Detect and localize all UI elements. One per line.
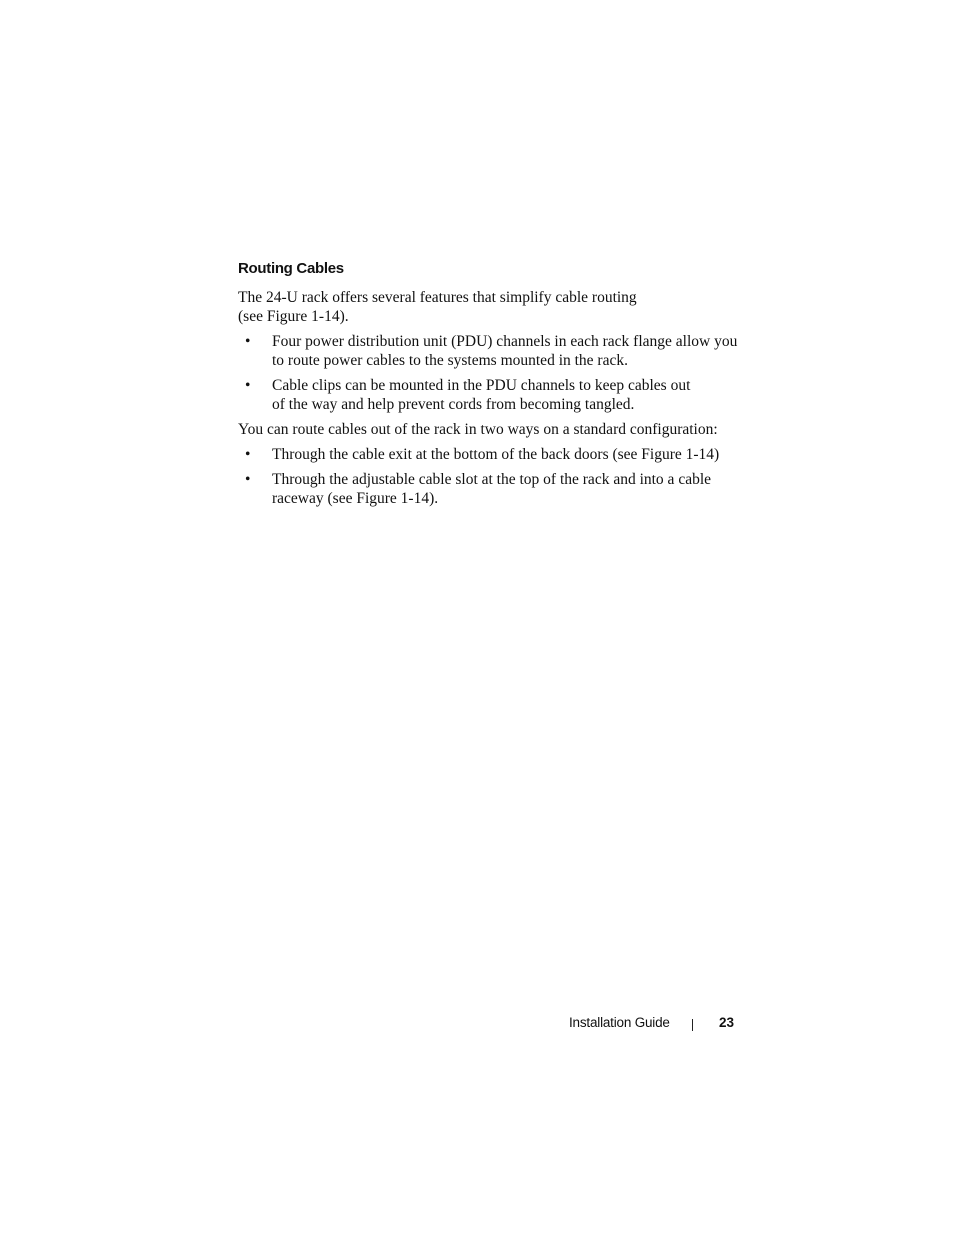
features-list	[238, 332, 738, 414]
bullet-icon: •	[245, 333, 251, 350]
ways-list	[238, 445, 738, 508]
list-item-line: of the way and help prevent cords from becoming tangled.	[272, 396, 635, 413]
intro-line: (see Figure 1-14).	[238, 308, 349, 325]
bullet-icon: •	[245, 377, 251, 394]
list-item-line: Four power distribution unit (PDU) channels in each rack flange allow you	[272, 333, 738, 350]
list-item-line: Cable clips can be mounted in the PDU channels to keep cables out	[272, 377, 691, 394]
list-item-line: raceway (see Figure 1-14).	[272, 490, 439, 507]
intro-line: The 24-U rack offers several features that simplify cable routing	[238, 289, 637, 306]
list-item-line: to route power cables to the systems mounted in the rack.	[272, 352, 628, 369]
ways-intro-paragraph: You can route cables out of the rack in two ways on a standard configuration:	[238, 421, 718, 438]
list-item	[238, 376, 738, 414]
list-item	[238, 445, 738, 464]
bullet-icon: •	[245, 446, 251, 463]
list-item	[238, 470, 738, 508]
section-heading: Routing Cables	[238, 260, 344, 277]
footer-divider	[692, 1019, 693, 1031]
footer-guide-title: Installation Guide	[569, 1015, 670, 1030]
bullet-icon: •	[245, 471, 251, 488]
list-item-line: Through the cable exit at the bottom of the back doors (see Figure 1-14)	[272, 446, 720, 463]
document-body	[238, 258, 738, 514]
list-item	[238, 332, 738, 370]
page-number: 23	[718, 1015, 734, 1030]
list-item-line: Through the adjustable cable slot at the top of the rack and into a cable	[272, 471, 712, 488]
page-footer	[560, 1014, 736, 1034]
intro-paragraph	[238, 288, 738, 326]
